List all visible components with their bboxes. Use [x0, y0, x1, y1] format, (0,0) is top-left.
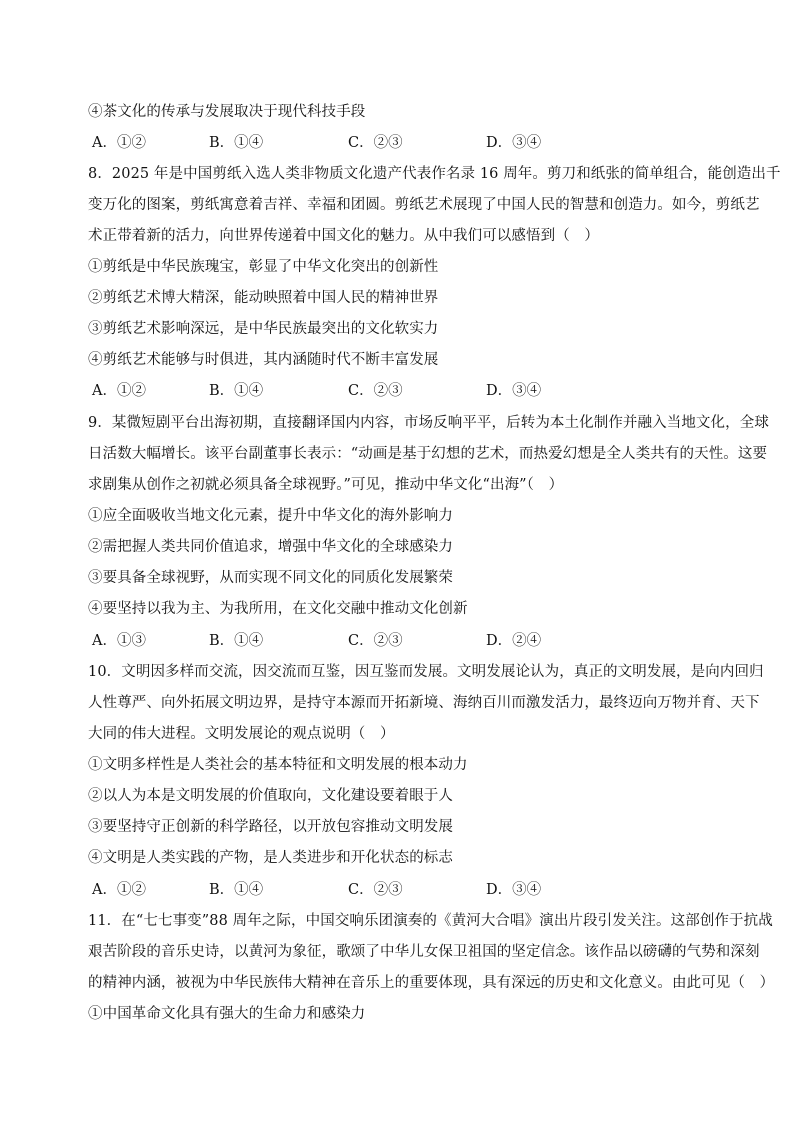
q10-statement-2: ②以人为本是文明发展的价值取向，文化建设要着眼于人 [88, 788, 453, 804]
q8-option-d[interactable]: D．③④ [486, 383, 542, 399]
q10-stem-line-1: 10．文明因多样而交流，因交流而互鉴，因互鉴而发展。文明发展论认为，真正的文明发展，是向内回归 [88, 664, 764, 680]
q7-option-c[interactable]: C．②③ [348, 135, 403, 151]
q8-statement-2: ②剪纸艺术博大精深，能动映照着中国人民的精神世界 [88, 290, 439, 306]
q9-stem-line-1: 9．某微短剧平台出海初期，直接翻译国内内容，市场反响平平，后转为本土化制作并融入当地文化，全球 [88, 415, 769, 431]
q9-option-c[interactable]: C．②③ [348, 633, 403, 649]
q9-statement-2: ②需把握人类共同价值追求，增强中华文化的全球感染力 [88, 539, 453, 555]
q11-stem-line-2: 艰苦阶段的音乐史诗，以黄河为象征，歌颂了中华儿女保卫祖国的坚定信念。该作品以磅礴的气势和深刻 [88, 944, 760, 960]
q8-option-b[interactable]: B．①④ [209, 383, 264, 399]
q9-option-d[interactable]: D．②④ [486, 633, 542, 649]
q10-statement-1: ①文明多样性是人类社会的基本特征和文明发展的根本动力 [88, 757, 468, 773]
q7-option-b[interactable]: B．①④ [209, 135, 264, 151]
q11-stem-line-1: 11．在“七七事变”88 周年之际，中国交响乐团演奏的《黄河大合唱》演出片段引发关注。这部创作于抗战 [88, 913, 773, 929]
q10-option-d[interactable]: D．③④ [486, 882, 542, 898]
q8-option-a[interactable]: A．①② [92, 383, 146, 399]
q8-stem-line-3: 术正带着新的活力，向世界传递着中国文化的魅力。从中我们可以感悟到（ ） [88, 228, 599, 244]
q8-statement-4: ④剪纸艺术能够与时俱进，其内涵随时代不断丰富发展 [88, 352, 439, 368]
q9-statement-3: ③要具备全球视野，从而实现不同文化的同质化发展繁荣 [88, 570, 453, 586]
q9-option-b[interactable]: B．①④ [209, 633, 264, 649]
q10-option-a[interactable]: A．①② [92, 882, 146, 898]
q8-stem-line-1: 8．2025 年是中国剪纸入选人类非物质文化遗产代表作名录 16 周年。剪刀和纸张的简单组合，能创造出千 [88, 166, 781, 182]
q11-stem-line-3: 的精神内涵，被视为中华民族伟大精神在音乐上的重要体现，具有深远的历史和文化意义。由此可见（ ） [88, 975, 775, 991]
q7-statement-4: ④茶文化的传承与发展取决于现代科技手段 [88, 104, 366, 120]
q8-statement-3: ③剪纸艺术影响深远，是中华民族最突出的文化软实力 [88, 321, 439, 337]
q8-statement-1: ①剪纸是中华民族瑰宝，彰显了中华文化突出的创新性 [88, 259, 439, 275]
q10-statement-4: ④文明是人类实践的产物，是人类进步和开化状态的标志 [88, 850, 453, 866]
q7-option-a[interactable]: A．①② [92, 135, 146, 151]
q10-option-b[interactable]: B．①④ [209, 882, 264, 898]
q10-stem-line-2: 人性尊严、向外拓展文明边界，是持守本源而开拓新境、海纳百川而激发活力，最终迈向万物并育、天下 [88, 695, 760, 711]
q7-option-d[interactable]: D．③④ [486, 135, 542, 151]
q8-option-c[interactable]: C．②③ [348, 383, 403, 399]
q8-stem-line-2: 变万化的图案，剪纸寓意着吉祥、幸福和团圆。剪纸艺术展现了中国人民的智慧和创造力。如今，剪纸艺 [88, 197, 760, 213]
q9-statement-1: ①应全面吸收当地文化元素，提升中华文化的海外影响力 [88, 508, 453, 524]
q9-stem-line-2: 日活数大幅增长。该平台副董事长表示：“动画是基于幻想的艺术，而热爱幻想是全人类共有的天性。这要 [88, 446, 768, 462]
q9-option-a[interactable]: A．①③ [92, 633, 146, 649]
q11-statement-1: ①中国革命文化具有强大的生命力和感染力 [88, 1006, 366, 1022]
q9-stem-line-3: 求剧集从创作之初就必须具备全球视野。”可见，推动中华文化“出海”（ ） [88, 477, 564, 493]
q9-statement-4: ④要坚持以我为主、为我所用，在文化交融中推动文化创新 [88, 601, 468, 617]
q10-stem-line-3: 大同的伟大进程。文明发展论的观点说明（ ） [88, 726, 395, 742]
q10-option-c[interactable]: C．②③ [348, 882, 403, 898]
q10-statement-3: ③要坚持守正创新的科学路径，以开放包容推动文明发展 [88, 819, 453, 835]
